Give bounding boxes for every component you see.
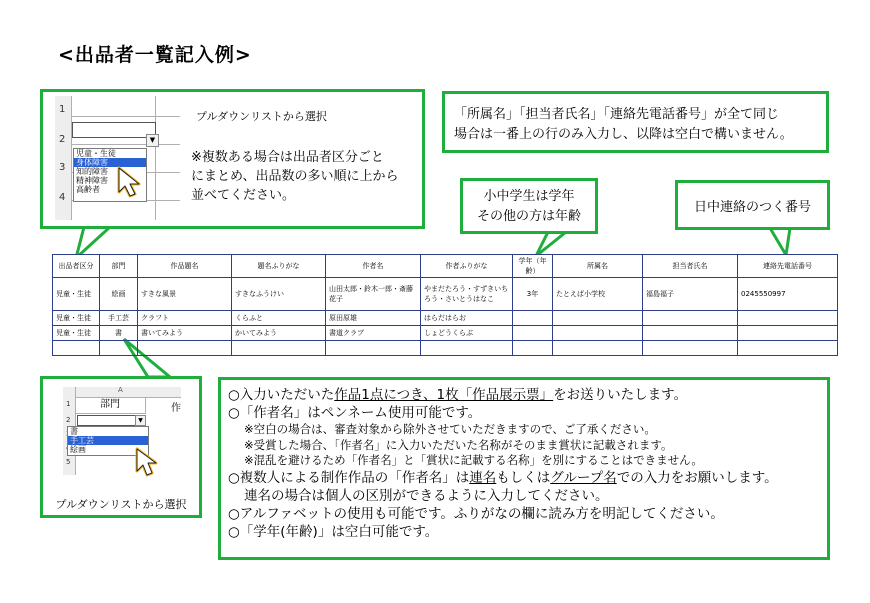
row-number: 2 <box>66 416 71 424</box>
dropdown-option[interactable]: 知的障害 <box>76 167 108 176</box>
table-cell[interactable] <box>738 341 838 356</box>
dropdown-option[interactable]: 高齢者 <box>76 185 100 194</box>
table-cell[interactable] <box>738 326 838 341</box>
table-cell[interactable]: 書いてみよう <box>138 326 232 341</box>
callout-dropdown-example <box>40 89 425 229</box>
callout-line: その他の方は年齢 <box>476 209 581 224</box>
note-line: 連名の場合は個人の区別ができるように入力してください。 <box>244 487 609 504</box>
row-number: 5 <box>66 458 71 466</box>
note-line: ※混乱を避けるため「作者名」と「賞状に記載する名称」を別にすることはできません。 <box>244 453 703 467</box>
header-cell: 連絡先電話番号 <box>738 255 838 278</box>
table-cell[interactable]: 児童・生徒 <box>53 326 100 341</box>
dropdown-option[interactable]: 児童・生徒 <box>76 149 116 158</box>
page-title: <出品者一覧記入例> <box>58 44 252 66</box>
row-number: 4 <box>59 192 66 203</box>
table-cell[interactable]: やまだたろう・すずきいちろう・さいとうはなこ <box>421 278 513 311</box>
cursor-icon <box>135 447 165 481</box>
table-cell[interactable]: 児童・生徒 <box>53 311 100 326</box>
table-row <box>53 326 838 341</box>
dropdown-option[interactable]: 精神障害 <box>76 176 108 185</box>
dropdown-option-selected[interactable]: 手工芸 <box>68 436 148 445</box>
column-header: 部門 <box>75 397 146 414</box>
dropdown-cell[interactable] <box>72 122 156 138</box>
note-line: ※受賞した場合、「作者名」に入力いただいた名称がそのまま賞状に記載されます。 <box>244 437 673 452</box>
table-cell[interactable] <box>421 341 513 356</box>
table-cell[interactable] <box>643 311 738 326</box>
table-cell[interactable] <box>643 341 738 356</box>
table-cell[interactable]: たとえば小学校 <box>553 278 643 311</box>
callout-same-info <box>442 91 829 153</box>
table-cell[interactable]: 絵画 <box>100 278 138 311</box>
column-header-next: 作 <box>171 403 181 414</box>
table-cell[interactable] <box>738 311 838 326</box>
table-cell[interactable] <box>513 341 553 356</box>
table-cell[interactable]: 書 <box>100 326 138 341</box>
note-line: 並べてください。 <box>191 188 296 203</box>
notes-box <box>218 377 830 560</box>
table-cell[interactable] <box>553 311 643 326</box>
header-cell: 部門 <box>100 255 138 278</box>
row-number: 2 <box>59 134 66 145</box>
table-cell[interactable]: 山田太郎・鈴木一郎・斎藤花子 <box>326 278 421 311</box>
table-cell[interactable]: しょどうくらぶ <box>421 326 513 341</box>
note-line: にまとめ、出品数の多い順に上から <box>191 169 399 184</box>
row-number: 3 <box>59 162 66 173</box>
exhibitor-table <box>52 254 838 356</box>
excel-snippet <box>55 96 180 220</box>
table-cell[interactable] <box>513 326 553 341</box>
dropdown-option[interactable]: 絵画 <box>70 445 86 454</box>
note-line: ○アルファベットの使用も可能です。ふりがなの欄に読み方を明記してください。 <box>228 505 724 522</box>
row-number: 1 <box>59 104 66 115</box>
note-line: ○「作者名」はペンネーム使用可能です。 <box>228 405 482 421</box>
callout-dropdown-example-2 <box>40 376 202 518</box>
table-cell[interactable] <box>100 341 138 356</box>
header-cell: 作者名 <box>326 255 421 278</box>
callout-line: 「所属名」「担当者氏名」「連絡先電話番号」が全て同じ <box>454 107 780 122</box>
table-cell[interactable]: くらふと <box>232 311 326 326</box>
caption: プルダウンリストから選択 <box>196 110 327 123</box>
table-header-row <box>53 255 838 278</box>
table-cell[interactable] <box>138 341 232 356</box>
table-cell[interactable]: 手工芸 <box>100 311 138 326</box>
row-number: 1 <box>66 400 71 408</box>
table-row <box>53 311 838 326</box>
header-cell: 出品者区分 <box>53 255 100 278</box>
header-cell: 学年（年齢） <box>513 255 553 278</box>
dropdown-option-selected[interactable]: 身体障害 <box>74 158 146 167</box>
chevron-down-icon[interactable]: ▼ <box>135 415 146 426</box>
table-cell[interactable] <box>232 341 326 356</box>
header-cell: 題名ふりがな <box>232 255 326 278</box>
table-cell[interactable]: クラフト <box>138 311 232 326</box>
table-cell[interactable] <box>643 326 738 341</box>
note-line: ○「学年(年齢)」は空白可能です。 <box>228 523 439 540</box>
table-row-empty <box>53 341 838 356</box>
table-cell[interactable]: 0245550997 <box>738 278 838 311</box>
dropdown-option[interactable]: 書 <box>70 427 78 436</box>
note <box>191 148 398 205</box>
table-cell[interactable] <box>53 341 100 356</box>
note-line: ※複数ある場合は出品者区分ごと <box>191 150 384 165</box>
table-cell[interactable]: 書道クラブ <box>326 326 421 341</box>
table-cell[interactable] <box>553 326 643 341</box>
callout-grade <box>460 178 598 234</box>
callout-text: 日中連絡のつく番号 <box>693 200 811 215</box>
note-line: ○複数人による制作作品の「作者名」は連名もしくはグループ名での入力をお願いします。 <box>228 469 778 486</box>
chevron-down-icon[interactable]: ▼ <box>146 134 159 147</box>
table-cell[interactable] <box>513 311 553 326</box>
table-cell[interactable]: 児童・生徒 <box>53 278 100 311</box>
excel-snippet <box>63 387 181 475</box>
cursor-icon <box>117 166 147 200</box>
callout-phone <box>675 180 830 230</box>
callout-line: 場合は一番上の行のみ入力し、以降は空白で構いません。 <box>454 127 793 142</box>
note-line: ○入力いただいた作品1点につき、1枚「作品展示票」をお送りいたします。 <box>228 387 688 403</box>
note-line: ※空白の場合は、審査対象から除外させていただきますので、ご了承ください。 <box>244 422 656 436</box>
table-cell[interactable]: すきな風景 <box>138 278 232 311</box>
table-cell[interactable]: かいてみよう <box>232 326 326 341</box>
table-cell[interactable]: すきなふうけい <box>232 278 326 311</box>
caption: プルダウンリストから選択 <box>55 498 187 511</box>
callout-line: 小中学生は学年 <box>483 189 575 204</box>
table-cell[interactable] <box>326 341 421 356</box>
column-letter: A <box>118 386 123 394</box>
table-cell[interactable]: はらだはらお <box>421 311 513 326</box>
table-cell[interactable] <box>553 341 643 356</box>
table-cell[interactable]: 福島福子 <box>643 278 738 311</box>
header-cell: 所属名 <box>553 255 643 278</box>
header-cell: 作品題名 <box>138 255 232 278</box>
table-cell[interactable]: 3年 <box>513 278 553 311</box>
header-cell: 担当者氏名 <box>643 255 738 278</box>
table-row <box>53 278 838 311</box>
header-cell: 作者ふりがな <box>421 255 513 278</box>
table-cell[interactable]: 原田原雄 <box>326 311 421 326</box>
dropdown-cell[interactable] <box>77 415 139 426</box>
